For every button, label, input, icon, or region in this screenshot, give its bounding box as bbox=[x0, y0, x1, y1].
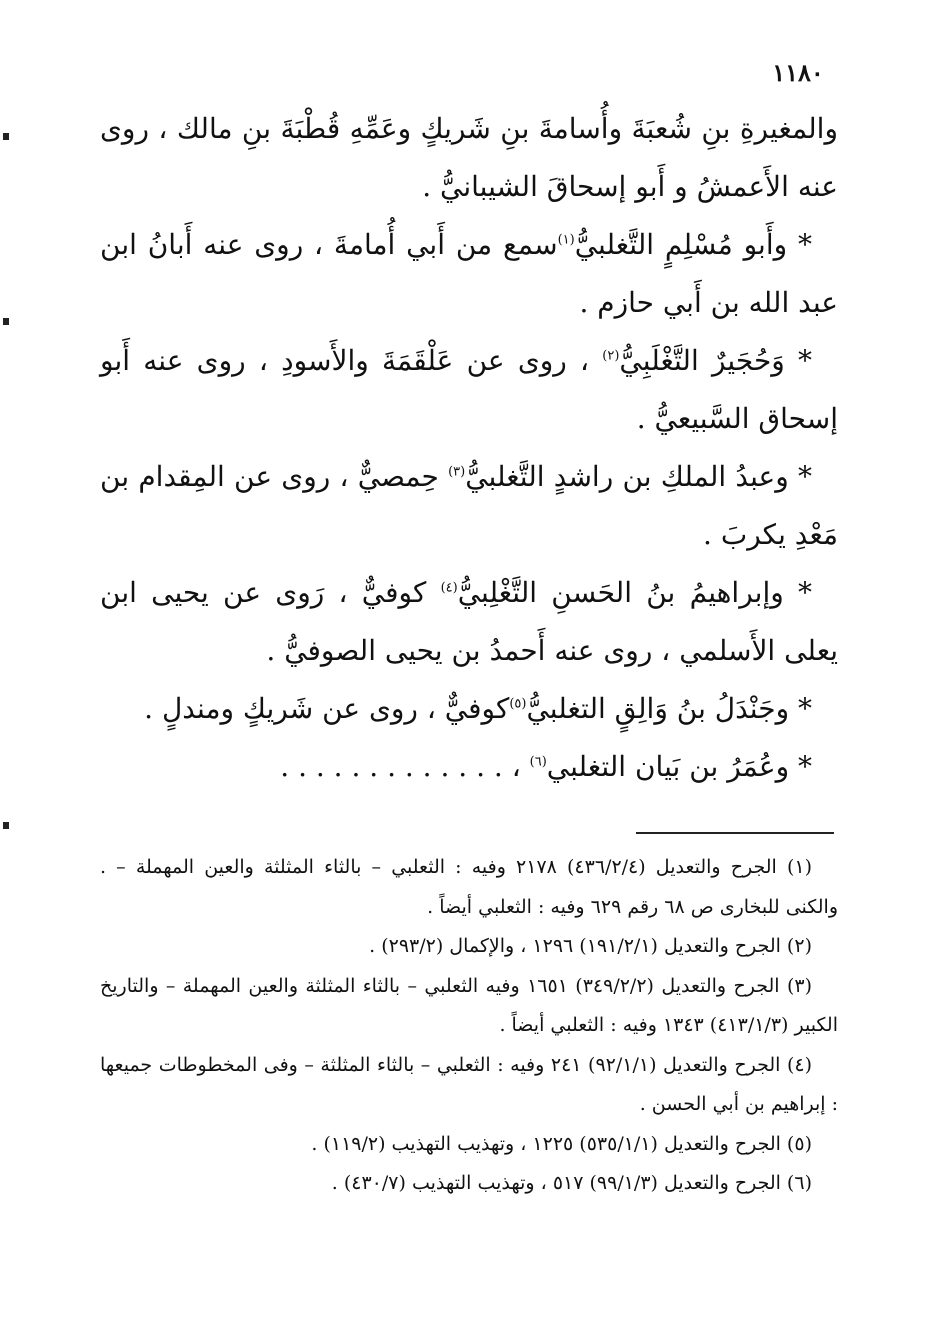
footnote-3: (٣) الجرح والتعديل (٣٤٩/٢/٢) ١٦٥١ وفيه الثعلبي – بالثاء المثلثة والعين المهملة – والتاريخ الكبير (٤١٣/١/٣) ١٣٤٣ وفيه : الثعلبي أيضاً . bbox=[100, 974, 838, 1036]
entry-hujair bbox=[100, 332, 838, 448]
entry-umar bbox=[100, 738, 838, 796]
scan-edge-mark bbox=[3, 822, 9, 829]
ellipsis-dots: . . . . . . . . . . . . . bbox=[280, 750, 503, 783]
main-text bbox=[100, 100, 838, 796]
footnote-6: (٦) الجرح والتعديل (٩٩/١/٣) ٥١٧ ، وتهذيب التهذيب (٤٣٠/٧) . bbox=[331, 1172, 812, 1194]
entry-abu-muslim bbox=[100, 216, 838, 332]
entry-jandal bbox=[100, 680, 838, 738]
entry-heading: * وعبدُ الملكِ بن راشدٍ التَّغلبيُّ bbox=[465, 460, 812, 493]
entry-body: حِمصيٌّ ، روى عن المِقدام بن مَعْدِ يكربَ . bbox=[100, 460, 838, 551]
footnote-divider bbox=[636, 832, 834, 834]
entry-heading: * وأَبو مُسْلِمٍ التَّغلبيُّ bbox=[574, 228, 812, 261]
entry-heading: * وجَنْدَلُ بنُ وَالِقٍ التغلبيُّ bbox=[526, 692, 812, 725]
scan-edge-mark bbox=[3, 133, 9, 140]
page-number: ١١٨٠ bbox=[772, 58, 824, 87]
footnote-2: (٢) الجرح والتعديل (١٩١/٢/١) ١٢٩٦ ، والإكمال (٢٩٣/٢) . bbox=[369, 935, 812, 957]
entry-heading: * وَحُجَيرٌ التَّغْلَبِيُّ bbox=[619, 344, 813, 377]
footnote-5: (٥) الجرح والتعديل (٥٣٥/١/١) ١٢٢٥ ، وتهذيب التهذيب (١١٩/٢) . bbox=[311, 1132, 812, 1155]
entry-body: سمع من أَبي أُمامةَ ، روى عنه أَبانُ ابن عبد الله بن أَبي حازم . bbox=[100, 228, 838, 319]
entry-heading: * وعُمَرُ بن بَيان التغلبي bbox=[546, 750, 812, 783]
entry-body: ، bbox=[511, 750, 530, 783]
footnote-ref-3[interactable]: (٣) bbox=[448, 464, 466, 480]
footnote-4: (٤) الجرح والتعديل (٩٢/١/١) ٢٤١ وفيه : الثعلبي – بالثاء المثلثة – وفى المخطوطات جميعها : إبراهيم بن أبي الحسن . bbox=[100, 1053, 838, 1115]
entry-body: ، روى عن عَلْقَمَةَ والأَسودِ ، روى عنه أَبو إسحاق السَّبيعيُّ . bbox=[100, 344, 838, 435]
footnote-ref-1[interactable]: (١) bbox=[557, 232, 575, 248]
footnote-1: (١) الجرح والتعديل (٤٣٦/٢/٤) ٢١٧٨ وفيه : الثعلبي – بالثاء المثلثة والعين المهملة – . والكنى للبخارى ص ٦٨ رقم ٦٢٩ وفيه : الثعلبي أيضاً . bbox=[100, 856, 838, 918]
footnote-ref-6[interactable]: (٦) bbox=[529, 754, 547, 770]
entry-body: كوفيٌّ ، روى عن شَريكٍ ومندلٍ . bbox=[144, 692, 510, 725]
paragraph-continuation: والمغيرةِ بنِ شُعبَةَ وأُسامةَ بنِ شَريكٍ وعَمِّهِ قُطْبَةَ بنِ مالك ، روى عنه الأَعمشُ و أَبو إسحاقَ الشيبانيُّ . bbox=[100, 112, 838, 203]
footnote-ref-5[interactable]: (٥) bbox=[509, 696, 527, 712]
entry-heading: * وإبراهيمُ بنُ الحَسنِ التَّغْلِبيُّ bbox=[457, 576, 812, 609]
footnote-ref-2[interactable]: (٢) bbox=[602, 348, 620, 364]
footnotes bbox=[100, 848, 838, 1204]
entry-abd-al-malik bbox=[100, 448, 838, 564]
scan-edge-mark bbox=[3, 318, 9, 325]
entry-ibrahim bbox=[100, 564, 838, 680]
entry-body: كوفيٌّ ، رَوى عن يحيى ابن يعلى الأَسلمي ، روى عنه أَحمدُ بن يحيى الصوفيُّ . bbox=[100, 576, 838, 667]
footnote-ref-4[interactable]: (٤) bbox=[440, 580, 458, 596]
